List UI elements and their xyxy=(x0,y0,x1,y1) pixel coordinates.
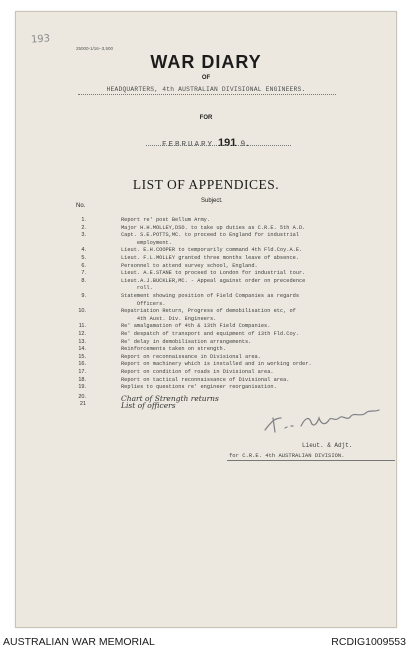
appendix-subject: Re' delay in demobilisation arrangements. xyxy=(121,338,252,345)
year-printed: 191 xyxy=(218,137,237,149)
year-typed: 9. xyxy=(240,140,250,149)
appendix-subject: List of officers xyxy=(121,401,176,411)
appendix-number: 13. xyxy=(78,338,86,345)
appendix-number: 14. xyxy=(78,346,86,353)
appendix-number: 10. xyxy=(78,308,86,315)
appendix-number: 5. xyxy=(81,255,86,261)
appendix-number: 16. xyxy=(78,361,86,368)
appendix-row xyxy=(16,384,396,392)
diary-page xyxy=(15,11,397,628)
appendix-subject: Lieut.A.J.BUCKLER,MC. - Appeal against order on precedence xyxy=(121,277,306,284)
appendix-number: 19. xyxy=(78,384,86,391)
page-title: WAR DIARY xyxy=(150,52,262,72)
appendix-subject: employment. xyxy=(121,239,172,246)
appendix-subject: Replies to questions re' engineer reorganisation. xyxy=(121,384,277,391)
signature-mark xyxy=(261,400,386,440)
signatory-rank: Lieut. & Adjt. xyxy=(302,442,353,449)
appendix-subject: roll. xyxy=(121,285,153,292)
appendix-number: 17. xyxy=(78,369,86,375)
appendix-number: 15. xyxy=(78,353,86,360)
footer xyxy=(0,636,409,652)
appendix-number: 20. xyxy=(78,393,86,400)
appendix-number: 4. xyxy=(81,247,86,254)
period-line xyxy=(16,133,396,151)
column-header-no: No. xyxy=(76,203,86,209)
appendix-number: 12. xyxy=(78,331,86,337)
appendix-subject: Officers. xyxy=(121,300,166,307)
appendix-subject: Chart of Strength returns xyxy=(121,393,219,403)
appendix-subject: Re' despatch of transport and equipment of 13th Fld.Coy. xyxy=(121,331,300,337)
appendix-number: 6. xyxy=(81,262,86,269)
appendix-number: 9. xyxy=(81,293,86,299)
appendix-subject: Report re' post Bellum Army. xyxy=(121,217,211,223)
appendices-title: LIST OF APPENDICES. xyxy=(132,177,280,192)
appendix-subject: 4th Aust. Div. Engineers. xyxy=(121,315,217,322)
appendix-number: 2. xyxy=(81,224,86,231)
appendix-number: 11. xyxy=(78,323,86,330)
appendix-subject: Statement showing position of Field Companies as regards xyxy=(121,293,300,299)
appendix-subject: Major H.H.MOLLEY,DSO. to take up duties as C.R.E. 5th A.D. xyxy=(121,224,306,231)
appendix-subject: Lieut. F.L.MOLLEY granted three months leave of absence. xyxy=(121,255,300,261)
appendix-number: 7. xyxy=(81,270,86,277)
month: FEBRUARY xyxy=(162,141,215,149)
unit-name: HEADQUARTERS, 4th AUSTRALIAN DIVISIONAL ENGINEERS. xyxy=(106,86,306,93)
appendix-subject: Re' amalgamation of 4th & 13th Field Companies. xyxy=(121,323,271,330)
appendix-number: 8. xyxy=(81,277,86,284)
appendix-number: 1. xyxy=(81,217,86,223)
appendix-subject: Capt. S.E.POTTS,MC. to proceed to England for industrial xyxy=(121,232,300,239)
appendix-subject: Report on tactical reconnaissance of Divisional area. xyxy=(121,376,290,383)
dotted-line xyxy=(146,145,291,146)
appendix-subject: Reinforcements taken on strength. xyxy=(121,346,226,353)
signatory-unit: for C.R.E. 4th AUSTRALIAN DIVISION. xyxy=(229,452,345,459)
pencil-page-number: 193 xyxy=(30,33,51,46)
appendix-subject: Personnel to attend survey school, England. xyxy=(121,262,258,269)
appendix-subject: Lieut. A.E.STANE to proceed to London for industrial tour. xyxy=(121,270,306,277)
dotted-line xyxy=(78,94,336,95)
appendix-number: 18. xyxy=(78,376,86,383)
appendix-number: 21 xyxy=(79,401,86,408)
form-code: 25000-1/16--3,500 xyxy=(76,46,114,51)
appendix-number: 3. xyxy=(81,232,86,239)
footer-id: RCDIG1009553 xyxy=(331,636,406,648)
of-label: OF xyxy=(201,75,211,81)
column-header-subject: Subject. xyxy=(201,198,223,204)
for-label: FOR xyxy=(199,115,213,121)
underline xyxy=(227,460,395,461)
appendix-subject: Report on machinery which is installed and in working order. xyxy=(121,361,312,368)
appendix-subject: Report on reconnaissance in Divisional area. xyxy=(121,353,261,360)
footer-source: AUSTRALIAN WAR MEMORIAL xyxy=(3,636,155,648)
appendix-subject: Repatriation Return, Progress of demobilisation etc, of xyxy=(121,308,296,315)
appendix-subject: Report on condition of roads in Divisional area. xyxy=(121,369,274,375)
appendix-subject: Lieut. E.H.COOPER to temporarily command 4th Fld.Coy.A.E. xyxy=(121,247,303,254)
